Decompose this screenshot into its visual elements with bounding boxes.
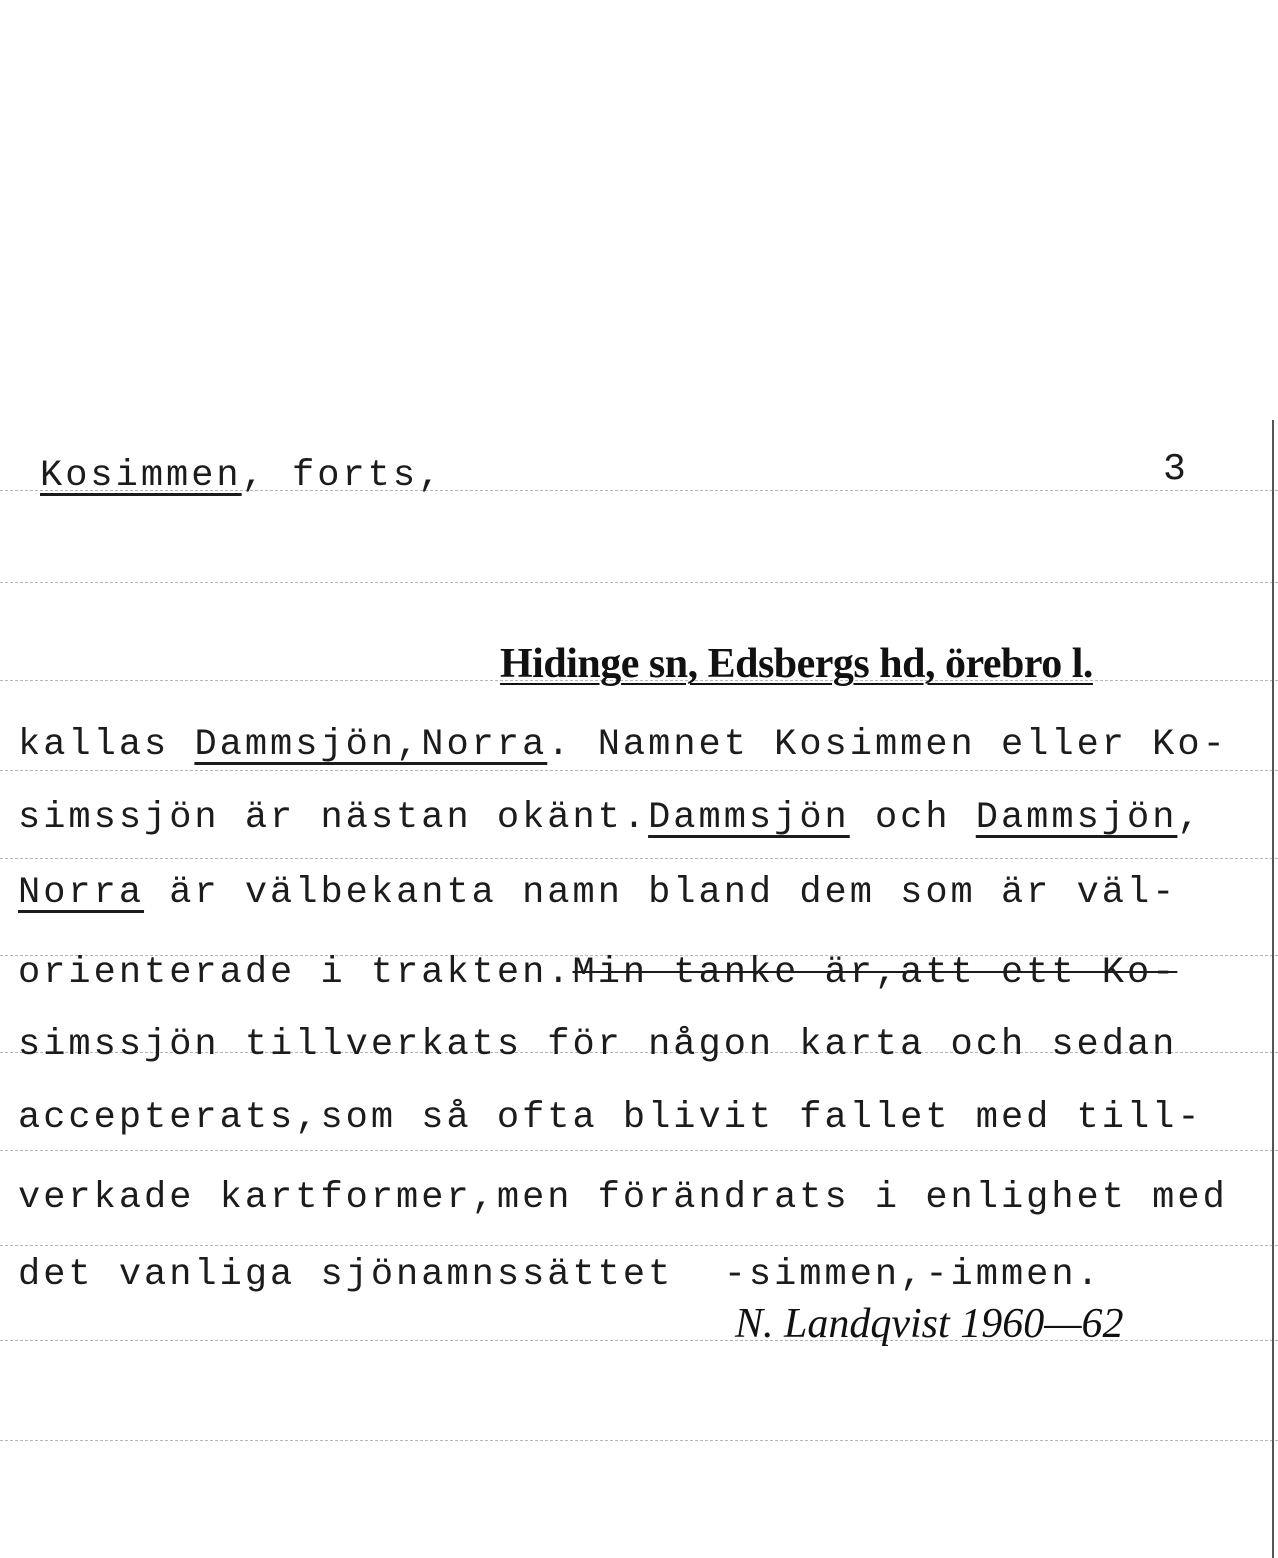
ruled-line — [0, 770, 1278, 771]
ruled-line — [0, 1440, 1278, 1441]
text-run: simssjön är nästan okänt. — [18, 797, 649, 839]
underlined-name: Norra — [18, 872, 145, 914]
text-run: simssjön tillverkats för någon karta och sedan — [18, 1024, 1178, 1066]
text-run: det vanliga sjönamnssättet -simmen,-immen. — [18, 1254, 1102, 1296]
text-run: och — [849, 797, 976, 839]
location-stamp: Hidinge sn, Edsbergs hd, örebro l. — [500, 641, 1093, 687]
text-run: accepterats,som så ofta blivit fallet med till- — [18, 1097, 1203, 1139]
text-run: orienterade i trakten. — [18, 952, 573, 994]
body-line — [18, 1254, 1102, 1296]
signature-stamp: N. Landqvist 1960—62 — [735, 1301, 1124, 1347]
underlined-name: Dammsjön,Norra — [194, 724, 548, 766]
underlined-name: Dammsjön — [975, 797, 1178, 839]
text-run: kallas — [18, 724, 195, 766]
ruled-line — [0, 1245, 1278, 1246]
card-title — [40, 455, 444, 497]
title-suffix: , forts, — [241, 455, 444, 497]
text-run: verkade kartformer,men förändrats i enlighet med — [18, 1177, 1228, 1219]
body-line — [18, 1024, 1178, 1066]
headword: Kosimmen — [40, 455, 242, 497]
text-run: , — [1177, 797, 1203, 839]
ruled-line — [0, 1150, 1278, 1151]
text-run: . Namnet Kosimmen eller Ko- — [547, 724, 1228, 766]
body-line — [18, 1177, 1228, 1219]
body-line — [18, 797, 1203, 839]
body-line — [18, 952, 1178, 994]
text-run: är välbekanta namn bland dem som är väl- — [144, 872, 1178, 914]
struck-text: Min tanke är,att ett Ko- — [572, 952, 1178, 994]
ruled-line — [0, 582, 1278, 583]
right-margin-line — [1272, 420, 1274, 1558]
page-number: 3 — [1163, 448, 1186, 491]
body-line — [18, 724, 1228, 766]
underlined-name: Dammsjön — [648, 797, 850, 839]
ruled-line — [0, 858, 1278, 859]
body-line — [18, 872, 1178, 914]
body-line — [18, 1097, 1203, 1139]
